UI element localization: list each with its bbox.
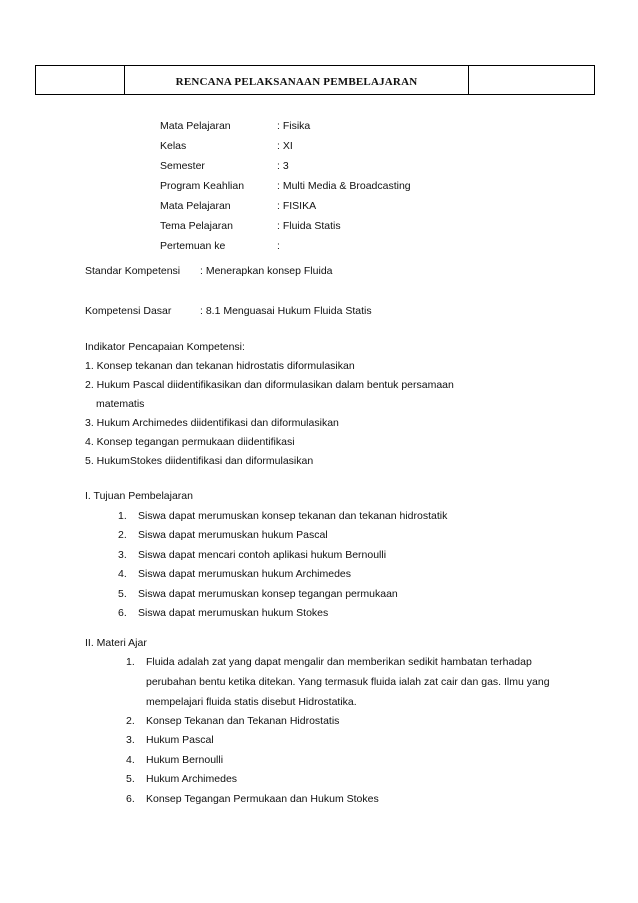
info-value: : XI [277, 140, 293, 152]
list-item [118, 604, 447, 624]
standar-value: : Menerapkan konsep Fluida [200, 265, 333, 277]
list-number: 3. [126, 734, 135, 747]
tujuan-list [118, 506, 447, 623]
materi-paragraph-line: mempelajari fluida statis disebut Hidrostatika. [146, 696, 357, 708]
standar-label: Standar Kompetensi [85, 265, 181, 277]
indikator-item: 1. Konsep tekanan dan tekanan hidrostatis diformulasikan [85, 360, 355, 372]
list-item [126, 789, 379, 809]
kompetensi-dasar [85, 305, 372, 317]
list-number: 2. [126, 714, 135, 727]
list-number: 2. [118, 529, 127, 542]
list-text: Siswa dapat merumuskan konsep tekanan dan tekanan hidrostatik [138, 509, 448, 522]
info-label: Program Keahlian [160, 180, 245, 192]
info-row [160, 196, 411, 216]
header-cell-title [125, 66, 469, 94]
list-text: Siswa dapat merumuskan hukum Archimedes [138, 568, 352, 581]
info-row [160, 156, 411, 176]
indikator-item: 3. Hukum Archimedes diidentifikasi dan diformulasikan [85, 417, 339, 429]
indikator-item: 5. HukumStokes diidentifikasi dan diformulasikan [85, 455, 314, 467]
document-title: RENCANA PELAKSANAAN PEMBELAJARAN [175, 76, 418, 88]
list-text: Siswa dapat merumuskan hukum Stokes [138, 607, 329, 620]
list-text: Hukum Bernoulli [146, 753, 224, 766]
materi-paragraph-line: Fluida adalah zat yang dapat mengalir dan memberikan sedikit hambatan terhadap [146, 656, 532, 668]
info-label: Semester [160, 160, 205, 172]
info-row [160, 176, 411, 196]
materi-list [126, 711, 379, 809]
info-value: : [277, 240, 280, 252]
info-value: : Fisika [277, 120, 311, 132]
list-item [126, 731, 379, 751]
list-text: Konsep Tekanan dan Tekanan Hidrostatis [146, 714, 340, 727]
info-row [160, 136, 411, 156]
standar-kompetensi [85, 265, 333, 277]
list-text: Hukum Pascal [146, 734, 214, 747]
list-item [118, 526, 447, 546]
list-item [126, 750, 379, 770]
header-cell-right [469, 66, 594, 94]
list-item [118, 545, 447, 565]
list-number: 1. [118, 509, 127, 522]
indikator-item: 4. Konsep tegangan permukaan diidentifikasi [85, 436, 295, 448]
list-item [126, 711, 379, 731]
indikator-item-continuation: matematis [96, 398, 145, 410]
tujuan-heading: I. Tujuan Pembelajaran [85, 490, 193, 502]
list-text: Konsep Tegangan Permukaan dan Hukum Stokes [146, 792, 379, 805]
info-label: Pertemuan ke [160, 240, 226, 252]
info-row [160, 116, 411, 136]
info-row [160, 216, 411, 236]
list-item [118, 506, 447, 526]
info-label: Kelas [160, 140, 187, 152]
materi-paragraph-line: perubahan bentu ketika ditekan. Yang termasuk fluida ialah zat cair dan gas. Ilmu yang [146, 676, 550, 688]
materi-heading: II. Materi Ajar [85, 637, 147, 649]
list-number: 5. [126, 773, 135, 786]
info-value: : Fluida Statis [277, 220, 341, 232]
list-number: 4. [118, 568, 127, 581]
list-text: Siswa dapat merumuskan hukum Pascal [138, 529, 328, 542]
list-item [118, 565, 447, 585]
list-text: Hukum Archimedes [146, 773, 238, 786]
info-value: : Multi Media & Broadcasting [277, 180, 411, 192]
list-number: 3. [118, 548, 127, 561]
subject-info-table [160, 116, 411, 256]
list-text: Siswa dapat merumuskan konsep tegangan permukaan [138, 587, 398, 600]
list-number: 5. [118, 587, 127, 600]
list-item [126, 770, 379, 790]
indikator-heading: Indikator Pencapaian Kompetensi: [85, 341, 245, 353]
header-cell-left [36, 66, 125, 94]
list-item [118, 584, 447, 604]
kompetensi-label: Kompetensi Dasar [85, 305, 172, 317]
info-row [160, 236, 411, 256]
info-label: Mata Pelajaran [160, 120, 231, 132]
info-value: : 3 [277, 160, 289, 172]
info-value: : FISIKA [277, 200, 317, 212]
header-table [35, 65, 595, 95]
list-number: 6. [126, 792, 135, 805]
list-number: 4. [126, 753, 135, 766]
list-number: 6. [118, 607, 127, 620]
info-label: Mata Pelajaran [160, 200, 231, 212]
kompetensi-value: : 8.1 Menguasai Hukum Fluida Statis [200, 305, 372, 317]
indikator-item: 2. Hukum Pascal diidentifikasikan dan diformulasikan dalam bentuk persamaan [85, 379, 454, 391]
list-text: Siswa dapat mencari contoh aplikasi hukum Bernoulli [138, 548, 387, 561]
list-number: 1. [126, 656, 135, 668]
info-label: Tema Pelajaran [160, 220, 233, 232]
